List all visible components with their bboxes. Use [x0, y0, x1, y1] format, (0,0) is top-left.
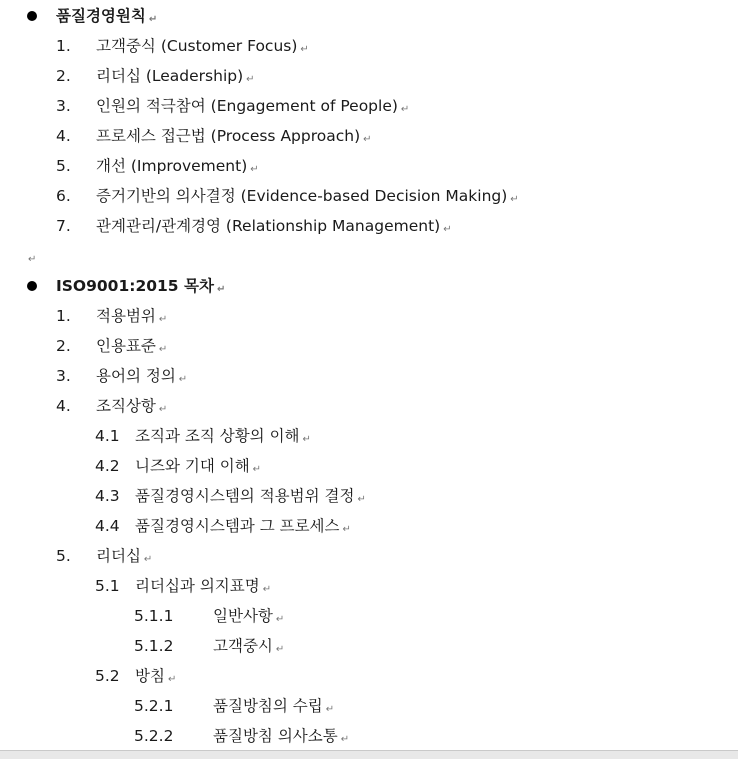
paragraph-mark-icon: ↵ [443, 224, 452, 235]
item-number: 4.1 [95, 427, 120, 445]
item-number: 4. [56, 397, 71, 415]
item-number: 6. [56, 187, 71, 205]
bullet-icon [27, 281, 37, 291]
paragraph-mark-icon: ↵ [510, 194, 519, 205]
item-number: 5. [56, 157, 71, 175]
item-number: 2. [56, 67, 71, 85]
item-text: 증거기반의 의사결정 (Evidence-based Decision Making) [96, 187, 508, 205]
item-text: 조직과 조직 상황의 이해 [135, 427, 300, 445]
item-text: 일반사항 [213, 607, 273, 625]
paragraph-mark-icon: ↵ [300, 44, 309, 55]
item-text: 품질경영시스템과 그 프로세스 [135, 517, 340, 535]
item-number: 5.2.2 [134, 727, 174, 745]
item-number: 5. [56, 547, 71, 565]
paragraph-mark-icon: ↵ [167, 674, 177, 685]
item-number: 5.2 [95, 667, 120, 685]
item-text: 용어의 정의 [96, 367, 176, 385]
item-number: 1. [56, 37, 71, 55]
empty-paragraph [28, 241, 36, 271]
paragraph-mark-icon: ↵ [148, 14, 158, 25]
paragraph-mark-icon: ↵ [325, 704, 335, 715]
item-text: 리더십 (Leadership) [96, 67, 244, 85]
item-text: 니즈와 기대 이해 [135, 457, 250, 475]
item-text: 조직상항 [96, 397, 156, 415]
item-text: 방침 [135, 667, 165, 685]
item-text: 적용범위 [96, 307, 156, 325]
item-number: 3. [56, 97, 71, 115]
item-number: 5.1.2 [134, 637, 174, 655]
item-text: 품질방침의 수립 [213, 697, 323, 715]
paragraph-mark-icon: ↵ [28, 254, 37, 265]
item-number: 2. [56, 337, 71, 355]
paragraph-mark-icon: ↵ [250, 164, 259, 175]
paragraph-mark-icon: ↵ [342, 524, 351, 535]
item-text: 품질방침 의사소통 [213, 727, 338, 745]
item-number: 4.3 [95, 487, 120, 505]
item-number: 5.2.1 [134, 697, 174, 715]
paragraph-mark-icon: ↵ [357, 494, 366, 505]
item-number: 4.2 [95, 457, 120, 475]
paragraph-mark-icon: ↵ [252, 464, 262, 475]
item-text: 고객중시 [213, 637, 273, 655]
item-text: 관계관리/관계경영 (Relationship Management) [96, 217, 441, 235]
paragraph-mark-icon: ↵ [302, 434, 311, 445]
paragraph-mark-icon: ↵ [178, 374, 188, 385]
section2-title: ISO9001:2015 목차 [56, 277, 214, 295]
item-text: 인원의 적극참여 (Engagement of People) [96, 97, 398, 115]
paragraph-mark-icon: ↵ [275, 644, 285, 655]
paragraph-mark-icon: ↵ [363, 134, 372, 145]
paragraph-mark-icon: ↵ [246, 74, 255, 85]
paragraph-mark-icon: ↵ [275, 614, 285, 625]
item-number: 1. [56, 307, 71, 325]
item-number: 4.4 [95, 517, 120, 535]
item-text: 개선 (Improvement) [96, 157, 248, 175]
paragraph-mark-icon: ↵ [262, 584, 272, 595]
item-number: 3. [56, 367, 71, 385]
paragraph-mark-icon: ↵ [216, 284, 226, 295]
item-text: 품질경영시스템의 적용범위 결정 [135, 487, 355, 505]
item-text: 프로세스 접근법 (Process Approach) [96, 127, 361, 145]
item-number: 7. [56, 217, 71, 235]
item-number: 5.1 [95, 577, 120, 595]
bullet-icon [27, 11, 37, 21]
item-number: 5.1.1 [134, 607, 174, 625]
item-number: 4. [56, 127, 71, 145]
section1-title: 품질경영원칙 [56, 7, 146, 25]
item-text: 인용표준 [96, 337, 156, 355]
paragraph-mark-icon: ↵ [400, 104, 410, 115]
paragraph-mark-icon: ↵ [158, 344, 168, 355]
item-text: 리더십 [96, 547, 141, 565]
paragraph-mark-icon: ↵ [340, 734, 350, 745]
paragraph-mark-icon: ↵ [143, 554, 153, 565]
paragraph-mark-icon: ↵ [158, 404, 168, 415]
paragraph-mark-icon: ↵ [158, 314, 168, 325]
item-text: 고객중식 (Customer Focus) [96, 37, 298, 55]
item-text: 리더십과 의지표명 [135, 577, 260, 595]
